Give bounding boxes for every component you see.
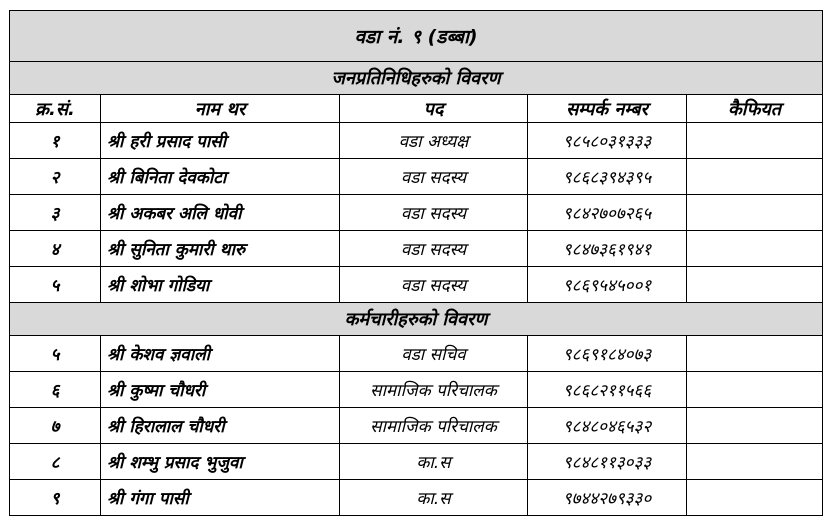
name-cell: श्री सुनिता कुमारी थारु [101, 231, 340, 267]
phone-cell: ९८६९५४५००१ [528, 267, 687, 303]
table-row [10, 231, 823, 267]
column-header-remarks: कैफियत [687, 95, 823, 123]
serial-cell: ६ [10, 372, 101, 408]
title-row [10, 11, 823, 62]
table-row [10, 267, 823, 303]
remarks-cell [687, 195, 823, 231]
section-heading-row [10, 62, 823, 95]
remarks-cell [687, 159, 823, 195]
phone-cell: ९८६८२११५६६ [528, 372, 687, 408]
remarks-cell [687, 267, 823, 303]
table-title: वडा नं. ९ (डब्बा) [10, 11, 823, 62]
table-row [10, 123, 823, 159]
name-cell: श्री शोभा गोडिया [101, 267, 340, 303]
name-cell: श्री शम्भु प्रसाद भुजुवा [101, 444, 340, 480]
serial-cell: ८ [10, 444, 101, 480]
remarks-cell [687, 408, 823, 444]
ward-details-document [9, 10, 822, 516]
post-cell: का.स [340, 444, 528, 480]
serial-cell: ५ [10, 336, 101, 372]
remarks-cell [687, 444, 823, 480]
post-cell: सामाजिक परिचालक [340, 408, 528, 444]
post-cell: वडा सदस्य [340, 231, 528, 267]
serial-cell: ३ [10, 195, 101, 231]
section-heading: जनप्रतिनिधिहरुको विवरण [10, 62, 823, 95]
name-cell: श्री गंगा पासी [101, 480, 340, 516]
phone-cell: ९८५८०३१३३३ [528, 123, 687, 159]
post-cell: वडा सदस्य [340, 159, 528, 195]
post-cell: का.स [340, 480, 528, 516]
column-header-phone: सम्पर्क नम्बर [528, 95, 687, 123]
name-cell: श्री हरी प्रसाद पासी [101, 123, 340, 159]
column-header-name: नाम थर [101, 95, 340, 123]
table-row [10, 336, 823, 372]
phone-cell: ९७४४२७९३३० [528, 480, 687, 516]
section-heading-row [10, 303, 823, 336]
post-cell: वडा अध्यक्ष [340, 123, 528, 159]
remarks-cell [687, 123, 823, 159]
phone-cell: ९८४८०४६५३२ [528, 408, 687, 444]
column-header-serial: क्र.सं. [10, 95, 101, 123]
phone-cell: ९८४७३६१९४१ [528, 231, 687, 267]
table-row [10, 159, 823, 195]
ward-details-table [9, 10, 823, 516]
table-row [10, 480, 823, 516]
post-cell: वडा सदस्य [340, 195, 528, 231]
remarks-cell [687, 480, 823, 516]
table-body [10, 11, 823, 516]
serial-cell: २ [10, 159, 101, 195]
name-cell: श्री कुष्मा चौधरी [101, 372, 340, 408]
column-header-post: पद [340, 95, 528, 123]
section-heading: कर्मचारीहरुको विवरण [10, 303, 823, 336]
remarks-cell [687, 231, 823, 267]
phone-cell: ९८६९१८४०७३ [528, 336, 687, 372]
post-cell: वडा सदस्य [340, 267, 528, 303]
table-row [10, 408, 823, 444]
phone-cell: ९८४२७०७२६५ [528, 195, 687, 231]
remarks-cell [687, 372, 823, 408]
serial-cell: ५ [10, 267, 101, 303]
name-cell: श्री अकबर अलि धोवी [101, 195, 340, 231]
serial-cell: १ [10, 123, 101, 159]
phone-cell: ९८६८३९४३९५ [528, 159, 687, 195]
table-row [10, 444, 823, 480]
table-row [10, 195, 823, 231]
phone-cell: ९८४८११३०३३ [528, 444, 687, 480]
remarks-cell [687, 336, 823, 372]
post-cell: वडा सचिव [340, 336, 528, 372]
table-row [10, 372, 823, 408]
serial-cell: ९ [10, 480, 101, 516]
serial-cell: ४ [10, 231, 101, 267]
name-cell: श्री हिरालाल चौधरी [101, 408, 340, 444]
name-cell: श्री केशव ज्ञवाली [101, 336, 340, 372]
post-cell: सामाजिक परिचालक [340, 372, 528, 408]
serial-cell: ७ [10, 408, 101, 444]
column-header-row [10, 95, 823, 123]
name-cell: श्री बिनिता देवकोटा [101, 159, 340, 195]
